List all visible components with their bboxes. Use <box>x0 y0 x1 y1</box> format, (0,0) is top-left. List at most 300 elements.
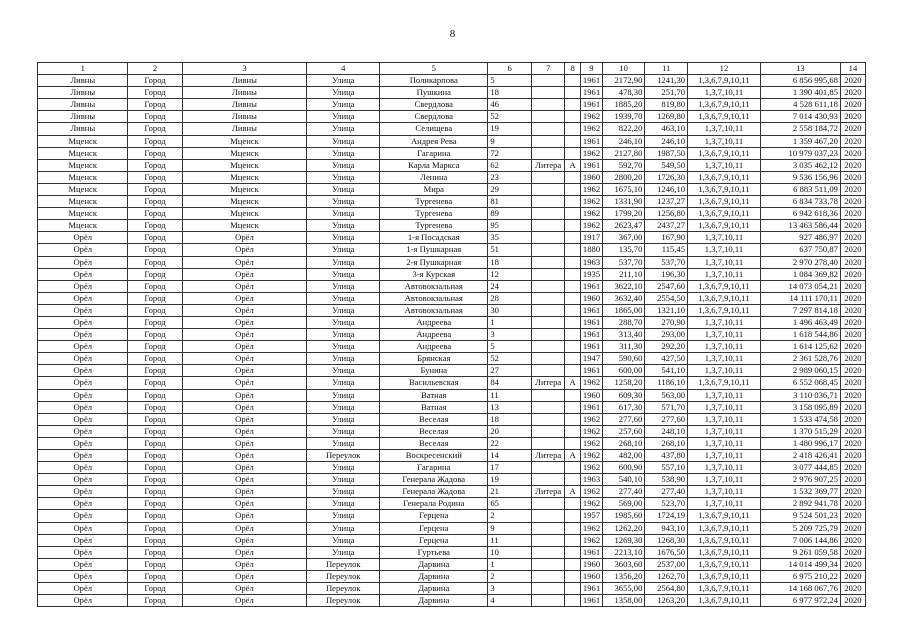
table-row <box>38 208 866 220</box>
cell-district: Орёл <box>38 534 128 546</box>
cell-building-letter <box>565 87 581 99</box>
cell-street-type: Улица <box>307 135 380 147</box>
cell-year-planned: 2020 <box>840 462 865 474</box>
cell-settlement-type: Город <box>128 595 182 607</box>
cell-street-type: Переулок <box>307 450 380 462</box>
cell-year-planned: 2020 <box>840 425 865 437</box>
cell-total-area: 3632,40 <box>602 292 645 304</box>
cell-year-built: 1961 <box>580 329 602 341</box>
cell-settlement-type: Город <box>128 401 182 413</box>
cell-settlement-type: Город <box>128 304 182 316</box>
cell-street-type: Улица <box>307 425 380 437</box>
cell-building-letter <box>565 583 581 595</box>
cell-house-number: 18 <box>488 87 532 99</box>
cell-work-codes: 1,3,7,10,11 <box>688 353 761 365</box>
cell-street: Пушкина <box>380 87 488 99</box>
cell-work-codes: 1,3,6,7,9,10,11 <box>688 183 761 195</box>
cell-settlement: Орёл <box>182 546 307 558</box>
cell-work-codes: 1,3,6,7,9,10,11 <box>688 377 761 389</box>
cell-year-planned: 2020 <box>840 268 865 280</box>
cell-settlement: Орёл <box>182 268 307 280</box>
cell-building-letter <box>565 389 581 401</box>
cell-settlement-type: Город <box>128 377 182 389</box>
cell-total-area: 600,00 <box>602 365 645 377</box>
page-number: 8 <box>449 28 456 40</box>
cell-house-number: 3 <box>488 329 532 341</box>
cell-settlement: Орёл <box>182 486 307 498</box>
cell-district: Мценск <box>38 159 128 171</box>
cell-work-codes: 1,3,7,10,11 <box>688 329 761 341</box>
cell-cost: 6 975 210,22 <box>760 570 840 582</box>
cell-district: Орёл <box>38 280 128 292</box>
cell-cost: 2 976 907,25 <box>760 474 840 486</box>
table-body <box>38 63 866 607</box>
header-cell-building-letter: 8 <box>565 63 581 75</box>
cell-living-area: 293,00 <box>645 329 688 341</box>
table-row <box>38 558 866 570</box>
cell-street-type: Улица <box>307 474 380 486</box>
table-row <box>38 377 866 389</box>
table-row <box>38 111 866 123</box>
cell-street-type: Улица <box>307 510 380 522</box>
cell-living-area: 463,10 <box>645 123 688 135</box>
cell-total-area: 478,30 <box>602 87 645 99</box>
cell-year-planned: 2020 <box>840 208 865 220</box>
cell-work-codes: 1,3,6,7,9,10,11 <box>688 534 761 546</box>
cell-total-area: 1939,70 <box>602 111 645 123</box>
table-row <box>38 486 866 498</box>
cell-street-type: Улица <box>307 304 380 316</box>
cell-settlement-type: Город <box>128 498 182 510</box>
cell-work-codes: 1,3,7,10,11 <box>688 401 761 413</box>
cell-street-type: Улица <box>307 256 380 268</box>
cell-settlement-type: Город <box>128 462 182 474</box>
cell-building-letter <box>565 99 581 111</box>
cell-year-planned: 2020 <box>840 570 865 582</box>
cell-building-type <box>532 570 565 582</box>
cell-cost: 7 006 144,86 <box>760 534 840 546</box>
cell-cost: 2 989 060,15 <box>760 365 840 377</box>
cell-work-codes: 1,3,7,10,11 <box>688 87 761 99</box>
cell-year-planned: 2020 <box>840 316 865 328</box>
cell-cost: 6 942 618,36 <box>760 208 840 220</box>
cell-district: Орёл <box>38 401 128 413</box>
cell-district: Орёл <box>38 316 128 328</box>
cell-work-codes: 1,3,6,7,9,10,11 <box>688 558 761 570</box>
cell-street-type: Улица <box>307 244 380 256</box>
cell-settlement-type: Город <box>128 171 182 183</box>
cell-settlement: Орёл <box>182 595 307 607</box>
cell-cost: 1 532 369,77 <box>760 486 840 498</box>
cell-settlement-type: Город <box>128 486 182 498</box>
cell-building-type: Литера <box>532 377 565 389</box>
cell-house-number: 95 <box>488 220 532 232</box>
cell-building-type <box>532 183 565 195</box>
cell-year-planned: 2020 <box>840 280 865 292</box>
cell-district: Орёл <box>38 474 128 486</box>
cell-building-type <box>532 171 565 183</box>
cell-district: Мценск <box>38 135 128 147</box>
cell-year-built: 1962 <box>580 123 602 135</box>
cell-building-type <box>532 147 565 159</box>
cell-street: Гагарина <box>380 462 488 474</box>
cell-settlement: Орёл <box>182 510 307 522</box>
cell-building-type <box>532 232 565 244</box>
table-row <box>38 280 866 292</box>
cell-street-type: Улица <box>307 534 380 546</box>
cell-settlement-type: Город <box>128 292 182 304</box>
cell-living-area: 2547,60 <box>645 280 688 292</box>
cell-street: Веселая <box>380 413 488 425</box>
table-row <box>38 135 866 147</box>
cell-settlement: Мценск <box>182 135 307 147</box>
cell-house-number: 9 <box>488 135 532 147</box>
cell-street-type: Переулок <box>307 595 380 607</box>
cell-district: Мценск <box>38 208 128 220</box>
cell-building-letter <box>565 534 581 546</box>
cell-year-planned: 2020 <box>840 196 865 208</box>
cell-street-type: Улица <box>307 147 380 159</box>
cell-living-area: 1724,19 <box>645 510 688 522</box>
cell-total-area: 617,30 <box>602 401 645 413</box>
header-cell-settlement-type: 2 <box>128 63 182 75</box>
cell-living-area: 277,40 <box>645 486 688 498</box>
header-cell-street: 5 <box>380 63 488 75</box>
cell-year-built: 1961 <box>580 87 602 99</box>
cell-year-planned: 2020 <box>840 413 865 425</box>
cell-work-codes: 1,3,7,10,11 <box>688 341 761 353</box>
cell-building-letter <box>565 570 581 582</box>
cell-settlement: Мценск <box>182 147 307 159</box>
cell-house-number: 9 <box>488 522 532 534</box>
cell-year-built: 1961 <box>580 401 602 413</box>
cell-settlement-type: Город <box>128 450 182 462</box>
cell-building-letter <box>565 437 581 449</box>
cell-cost: 1 359 467,20 <box>760 135 840 147</box>
cell-cost: 14 111 170,11 <box>760 292 840 304</box>
cell-settlement-type: Город <box>128 534 182 546</box>
cell-living-area: 1237,27 <box>645 196 688 208</box>
cell-district: Мценск <box>38 220 128 232</box>
cell-total-area: 569,00 <box>602 498 645 510</box>
cell-building-letter <box>565 244 581 256</box>
cell-total-area: 1358,00 <box>602 595 645 607</box>
cell-cost: 14 168 067,76 <box>760 583 840 595</box>
cell-street-type: Улица <box>307 280 380 292</box>
cell-cost: 6 883 511,09 <box>760 183 840 195</box>
cell-year-planned: 2020 <box>840 353 865 365</box>
cell-district: Орёл <box>38 570 128 582</box>
cell-district: Орёл <box>38 498 128 510</box>
cell-settlement: Орёл <box>182 498 307 510</box>
cell-year-built: 1961 <box>580 583 602 595</box>
cell-building-type <box>532 292 565 304</box>
cell-year-planned: 2020 <box>840 389 865 401</box>
cell-year-built: 1961 <box>580 341 602 353</box>
cell-total-area: 1269,30 <box>602 534 645 546</box>
cell-settlement: Орёл <box>182 462 307 474</box>
cell-house-number: 1 <box>488 316 532 328</box>
cell-year-planned: 2020 <box>840 75 865 87</box>
cell-district: Орёл <box>38 425 128 437</box>
cell-year-planned: 2020 <box>840 329 865 341</box>
cell-cost: 6 977 972,24 <box>760 595 840 607</box>
cell-living-area: 523,70 <box>645 498 688 510</box>
cell-house-number: 5 <box>488 341 532 353</box>
cell-year-planned: 2020 <box>840 99 865 111</box>
cell-building-letter <box>565 256 581 268</box>
cell-year-built: 1962 <box>580 147 602 159</box>
cell-living-area: 2554,50 <box>645 292 688 304</box>
cell-house-number: 19 <box>488 123 532 135</box>
cell-work-codes: 1,3,7,10,11 <box>688 486 761 498</box>
cell-street-type: Улица <box>307 401 380 413</box>
cell-street: Гагарина <box>380 147 488 159</box>
cell-settlement: Орёл <box>182 558 307 570</box>
cell-building-type <box>532 123 565 135</box>
cell-building-type <box>532 522 565 534</box>
cell-district: Орёл <box>38 546 128 558</box>
cell-house-number: 89 <box>488 208 532 220</box>
cell-building-type <box>532 401 565 413</box>
table-row <box>38 123 866 135</box>
cell-district: Орёл <box>38 329 128 341</box>
cell-work-codes: 1,3,6,7,9,10,11 <box>688 220 761 232</box>
cell-house-number: 19 <box>488 474 532 486</box>
cell-building-letter <box>565 304 581 316</box>
cell-total-area: 1262,20 <box>602 522 645 534</box>
cell-house-number: 5 <box>488 75 532 87</box>
cell-year-built: 1917 <box>580 232 602 244</box>
cell-settlement-type: Город <box>128 75 182 87</box>
table-row <box>38 171 866 183</box>
cell-street-type: Улица <box>307 329 380 341</box>
cell-cost: 14 073 054,21 <box>760 280 840 292</box>
cell-total-area: 311,30 <box>602 341 645 353</box>
cell-total-area: 135,70 <box>602 244 645 256</box>
cell-house-number: 4 <box>488 595 532 607</box>
cell-house-number: 2 <box>488 570 532 582</box>
cell-year-built: 1961 <box>580 304 602 316</box>
table-row <box>38 425 866 437</box>
cell-street-type: Улица <box>307 220 380 232</box>
cell-cost: 3 110 036,71 <box>760 389 840 401</box>
cell-street: Свердлова <box>380 99 488 111</box>
cell-living-area: 167,90 <box>645 232 688 244</box>
cell-year-built: 1961 <box>580 365 602 377</box>
cell-total-area: 482,00 <box>602 450 645 462</box>
cell-street: 1-я Пушкарная <box>380 244 488 256</box>
cell-year-built: 1962 <box>580 220 602 232</box>
cell-district: Орёл <box>38 450 128 462</box>
cell-total-area: 246,10 <box>602 135 645 147</box>
cell-work-codes: 1,3,7,10,11 <box>688 450 761 462</box>
cell-settlement: Орёл <box>182 244 307 256</box>
cell-street: Веселая <box>380 425 488 437</box>
cell-year-built: 1960 <box>580 570 602 582</box>
cell-settlement-type: Город <box>128 196 182 208</box>
cell-cost: 3 158 095,89 <box>760 401 840 413</box>
cell-work-codes: 1,3,6,7,9,10,11 <box>688 75 761 87</box>
cell-living-area: 196,30 <box>645 268 688 280</box>
cell-cost: 9 261 059,58 <box>760 546 840 558</box>
cell-total-area: 2623,47 <box>602 220 645 232</box>
cell-cost: 1 480 996,17 <box>760 437 840 449</box>
cell-district: Ливны <box>38 99 128 111</box>
cell-cost: 6 834 733,78 <box>760 196 840 208</box>
cell-year-planned: 2020 <box>840 437 865 449</box>
cell-street-type: Улица <box>307 99 380 111</box>
cell-year-built: 1960 <box>580 558 602 570</box>
header-cell-district: 1 <box>38 63 128 75</box>
cell-settlement: Ливны <box>182 123 307 135</box>
cell-year-planned: 2020 <box>840 558 865 570</box>
header-cell-total-area: 10 <box>602 63 645 75</box>
cell-building-type <box>532 425 565 437</box>
cell-district: Орёл <box>38 510 128 522</box>
cell-district: Орёл <box>38 377 128 389</box>
cell-living-area: 115,45 <box>645 244 688 256</box>
cell-settlement: Орёл <box>182 522 307 534</box>
cell-building-letter <box>565 111 581 123</box>
cell-year-planned: 2020 <box>840 474 865 486</box>
cell-year-built: 1962 <box>580 183 602 195</box>
cell-living-area: 270,90 <box>645 316 688 328</box>
table-row <box>38 87 866 99</box>
cell-house-number: 24 <box>488 280 532 292</box>
cell-street: 1-я Посадская <box>380 232 488 244</box>
cell-settlement-type: Город <box>128 437 182 449</box>
cell-house-number: 21 <box>488 486 532 498</box>
cell-work-codes: 1,3,6,7,9,10,11 <box>688 280 761 292</box>
cell-district: Орёл <box>38 522 128 534</box>
cell-building-type <box>532 208 565 220</box>
cell-settlement: Орёл <box>182 329 307 341</box>
cell-year-planned: 2020 <box>840 341 865 353</box>
cell-street: Дарвина <box>380 558 488 570</box>
cell-settlement-type: Город <box>128 365 182 377</box>
cell-house-number: 23 <box>488 171 532 183</box>
cell-year-built: 1960 <box>580 292 602 304</box>
cell-living-area: 1269,80 <box>645 111 688 123</box>
cell-building-letter <box>565 268 581 280</box>
cell-settlement: Орёл <box>182 365 307 377</box>
cell-settlement-type: Город <box>128 208 182 220</box>
cell-year-planned: 2020 <box>840 111 865 123</box>
cell-house-number: 20 <box>488 425 532 437</box>
cell-living-area: 1987,50 <box>645 147 688 159</box>
cell-year-built: 1962 <box>580 450 602 462</box>
cell-settlement-type: Город <box>128 183 182 195</box>
cell-district: Орёл <box>38 462 128 474</box>
cell-work-codes: 1,3,7,10,11 <box>688 316 761 328</box>
cell-year-built: 1962 <box>580 534 602 546</box>
header-cell-settlement: 3 <box>182 63 307 75</box>
cell-settlement: Ливны <box>182 87 307 99</box>
header-cell-living-area: 11 <box>645 63 688 75</box>
cell-building-letter: А <box>565 450 581 462</box>
cell-street: Мира <box>380 183 488 195</box>
cell-district: Орёл <box>38 292 128 304</box>
cell-living-area: 2537,00 <box>645 558 688 570</box>
cell-building-type <box>532 99 565 111</box>
cell-year-built: 1962 <box>580 111 602 123</box>
cell-building-type <box>532 256 565 268</box>
cell-settlement: Орёл <box>182 389 307 401</box>
cell-house-number: 81 <box>488 196 532 208</box>
cell-living-area: 943,10 <box>645 522 688 534</box>
cell-living-area: 1676,50 <box>645 546 688 558</box>
cell-street: Генерала Жадова <box>380 474 488 486</box>
cell-work-codes: 1,3,6,7,9,10,11 <box>688 147 761 159</box>
table-row <box>38 595 866 607</box>
table-row <box>38 450 866 462</box>
cell-settlement: Орёл <box>182 304 307 316</box>
cell-street-type: Переулок <box>307 558 380 570</box>
cell-year-built: 1962 <box>580 437 602 449</box>
cell-settlement: Орёл <box>182 450 307 462</box>
cell-total-area: 2800,20 <box>602 171 645 183</box>
header-cell-year-built: 9 <box>580 63 602 75</box>
cell-total-area: 540,10 <box>602 474 645 486</box>
cell-building-letter <box>565 292 581 304</box>
cell-settlement: Орёл <box>182 437 307 449</box>
cell-work-codes: 1,3,7,10,11 <box>688 389 761 401</box>
cell-street: Тургенева <box>380 196 488 208</box>
cell-work-codes: 1,3,7,10,11 <box>688 437 761 449</box>
cell-settlement: Мценск <box>182 159 307 171</box>
cell-street: Поликарпова <box>380 75 488 87</box>
cell-settlement-type: Город <box>128 244 182 256</box>
cell-street: Герцена <box>380 522 488 534</box>
cell-settlement: Орёл <box>182 474 307 486</box>
cell-total-area: 288,70 <box>602 316 645 328</box>
cell-building-letter <box>565 522 581 534</box>
cell-building-type <box>532 196 565 208</box>
cell-street: Тургенева <box>380 220 488 232</box>
table-row <box>38 316 866 328</box>
cell-settlement-type: Город <box>128 220 182 232</box>
cell-settlement-type: Город <box>128 474 182 486</box>
cell-cost: 1 618 544,86 <box>760 329 840 341</box>
cell-year-built: 1962 <box>580 413 602 425</box>
cell-year-planned: 2020 <box>840 123 865 135</box>
cell-settlement-type: Город <box>128 316 182 328</box>
cell-house-number: 1 <box>488 558 532 570</box>
cell-building-type <box>532 498 565 510</box>
cell-building-letter <box>565 280 581 292</box>
cell-living-area: 557,10 <box>645 462 688 474</box>
cell-settlement: Орёл <box>182 413 307 425</box>
cell-work-codes: 1,3,6,7,9,10,11 <box>688 196 761 208</box>
cell-living-area: 1268,30 <box>645 534 688 546</box>
cell-settlement-type: Город <box>128 135 182 147</box>
cell-year-planned: 2020 <box>840 256 865 268</box>
cell-work-codes: 1,3,6,7,9,10,11 <box>688 510 761 522</box>
cell-work-codes: 1,3,7,10,11 <box>688 474 761 486</box>
cell-building-letter <box>565 546 581 558</box>
cell-street-type: Улица <box>307 413 380 425</box>
cell-street: Андреева <box>380 341 488 353</box>
cell-street: Воскресенский <box>380 450 488 462</box>
cell-house-number: 12 <box>488 268 532 280</box>
cell-work-codes: 1,3,6,7,9,10,11 <box>688 171 761 183</box>
cell-street: Генерала Жадова <box>380 486 488 498</box>
cell-total-area: 211,10 <box>602 268 645 280</box>
table-row <box>38 232 866 244</box>
header-cell-street-type: 4 <box>307 63 380 75</box>
cell-settlement: Орёл <box>182 353 307 365</box>
